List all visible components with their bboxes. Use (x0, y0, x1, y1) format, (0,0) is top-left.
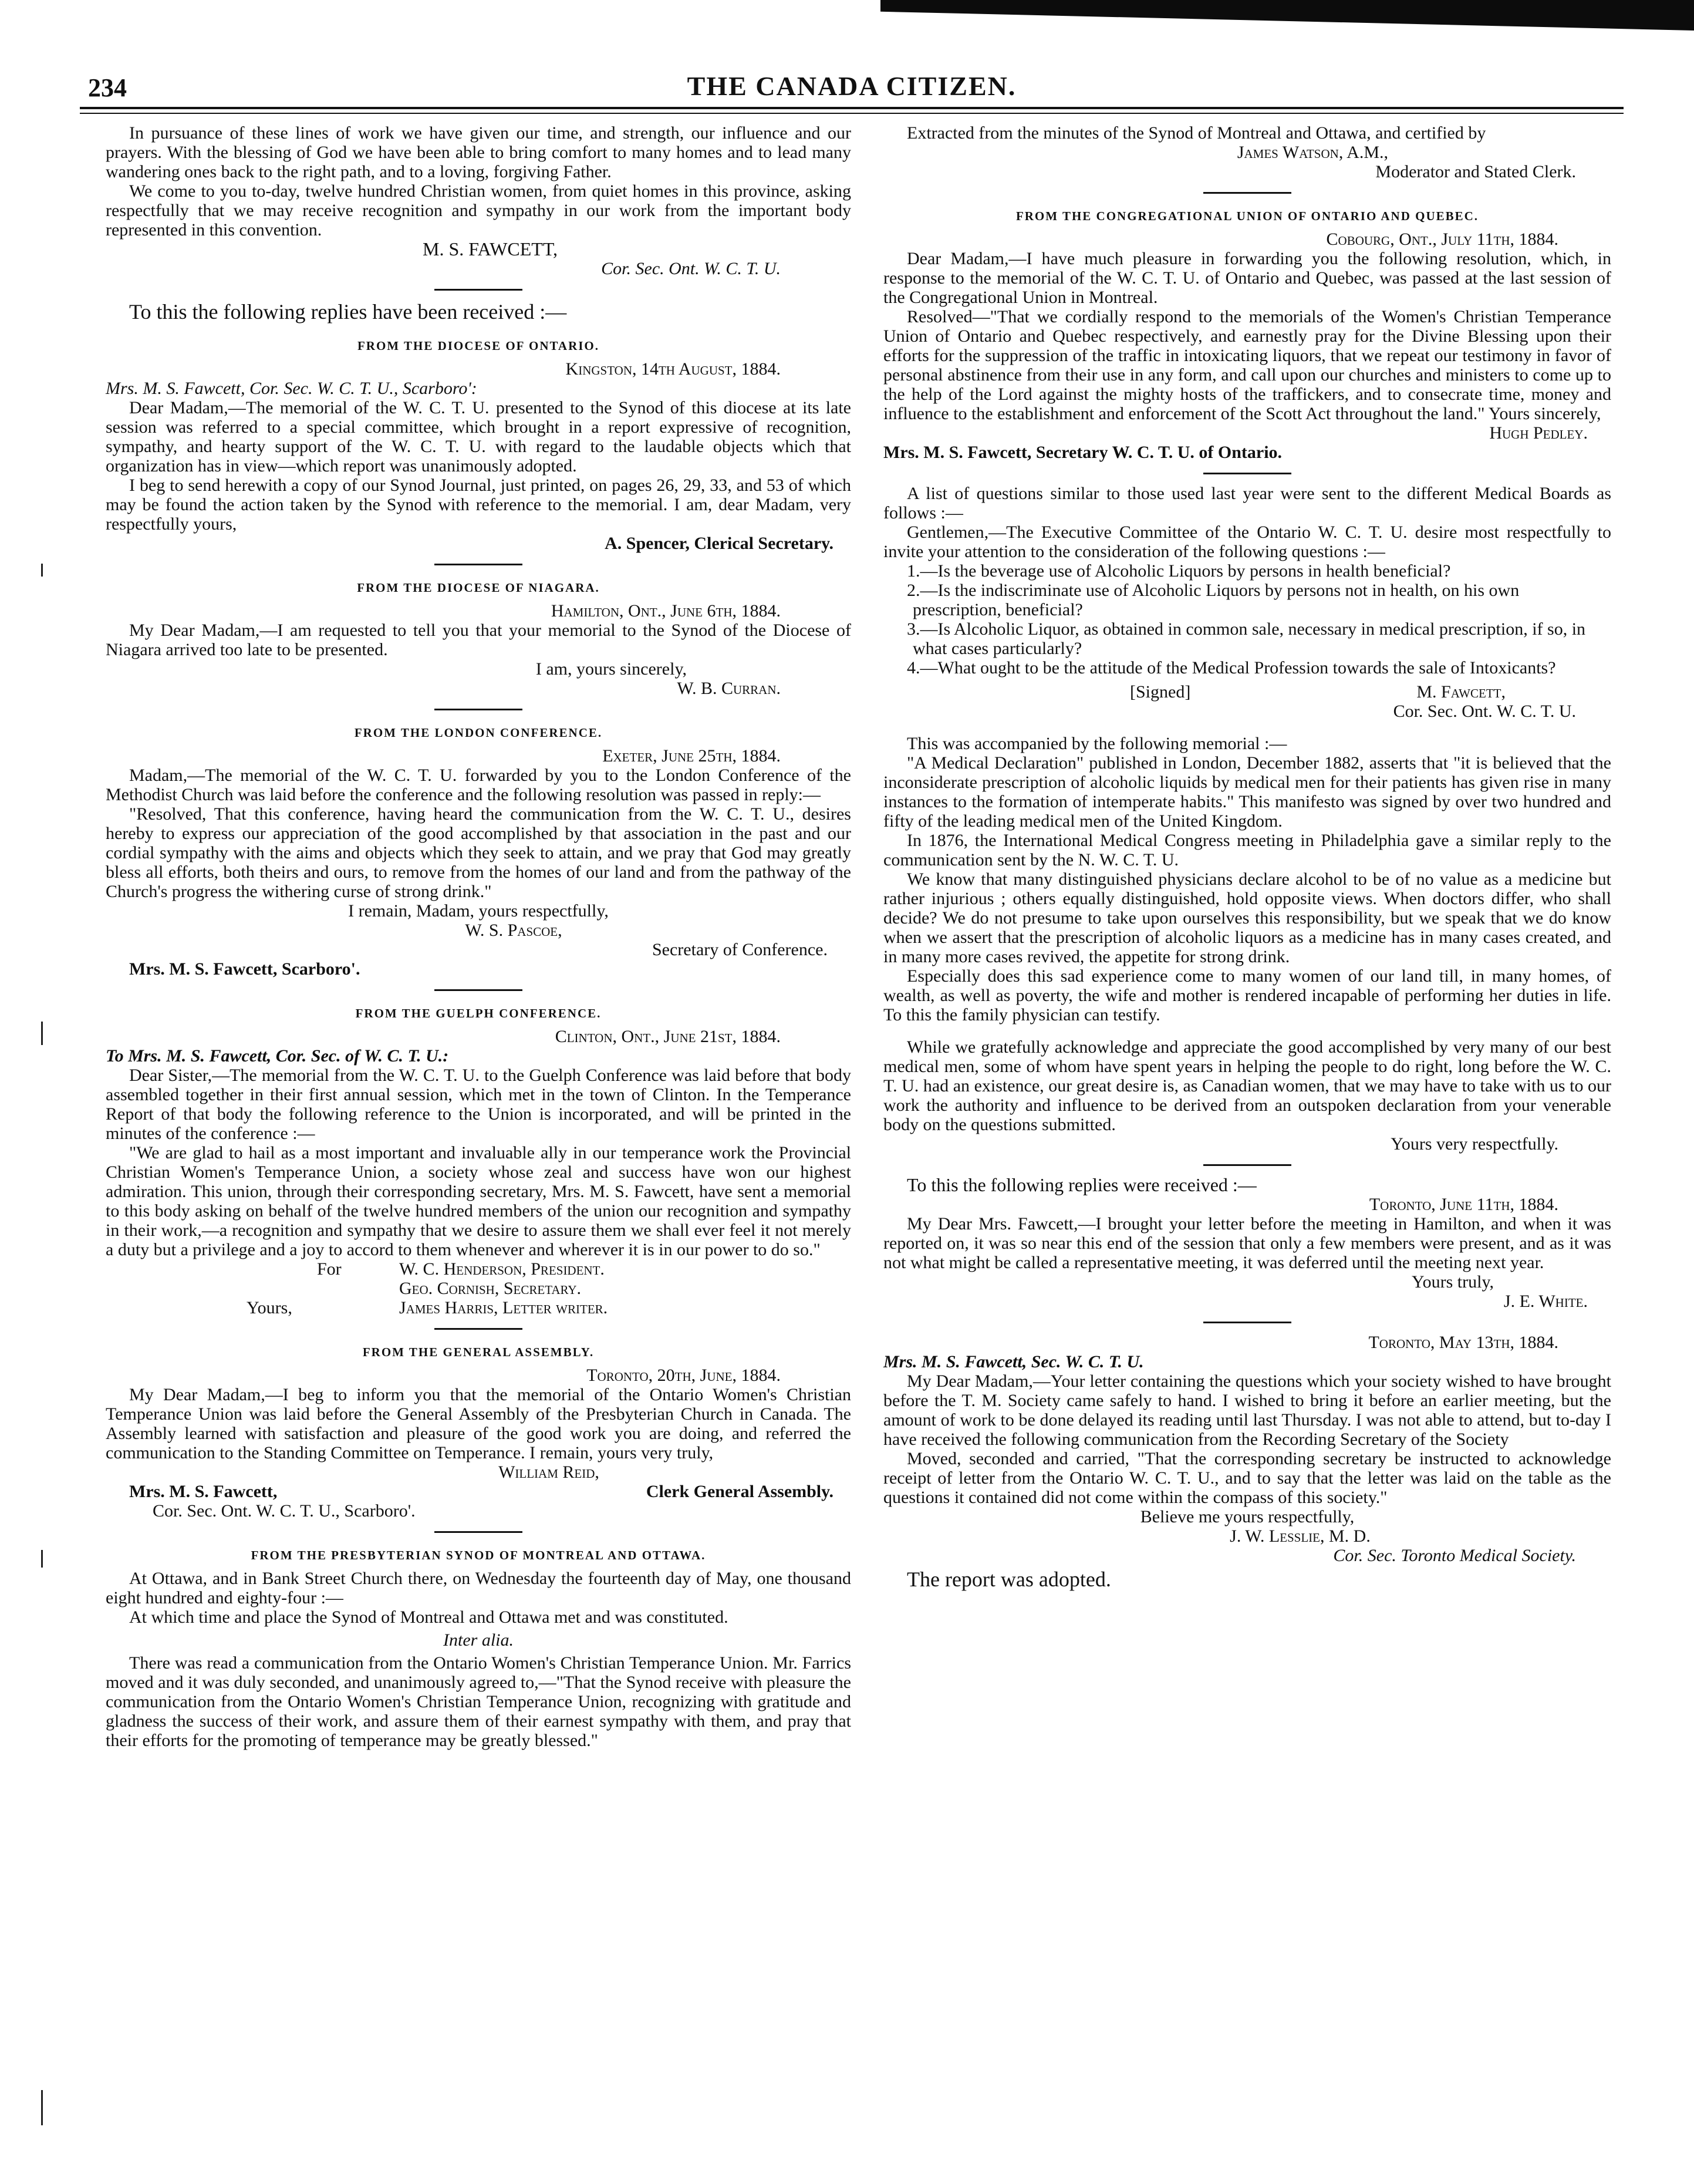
place-date: Toronto, 20th, June, 1884. (586, 1366, 781, 1385)
separator-rule (1203, 473, 1291, 474)
separator-rule (434, 709, 522, 710)
section-heading: FROM THE GENERAL ASSEMBLY. (362, 1345, 595, 1359)
place-date: Cobourg, Ont., July 11th, 1884. (1326, 230, 1558, 249)
place-date: Toronto, June 11th, 1884. (1369, 1195, 1558, 1214)
question: 4.—What ought to be the attitude of the Medical Profession towards the sale of Intoxicants? (907, 658, 1556, 678)
signature: J. E. White. (1503, 1292, 1588, 1311)
addressee: Mrs. M. S. Fawcett, (129, 1482, 278, 1501)
margin-mark (41, 564, 43, 577)
addressee: Mrs. M. S. Fawcett, Secretary W. C. T. U. of Ontario. (883, 443, 1283, 462)
minutes-body: At which time and place the Synod of Montreal and Ottawa met and was constituted. (129, 1607, 728, 1627)
letter-body: Madam,—The memorial of the W. C. T. U. forwarded by you to the London Conference of the Methodist Church was laid before the conference and the following resolution was passed in reply:— (106, 766, 851, 804)
signature-title: Clerk General Assembly. (646, 1482, 833, 1501)
memorial-paragraph: While we gratefully acknowledge and appreciate the good accomplished by very many of our best medical men, some of whom have spent years in helping the people to do right, long before the W. C. T. U. had an existence, our great desire is, as Canadian women, that we may have to take with us to our work the authority and influence to be derived from an outspoken declaration from your venerable body on the questions submitted. (883, 1037, 1611, 1134)
place-date: Exeter, June 25th, 1884. (602, 746, 781, 766)
closing: I am, yours sincerely, (535, 659, 687, 679)
paragraph: This was accompanied by the following memorial :— (907, 734, 1287, 753)
letter-body: Dear Madam,—The memorial of the W. C. T. U. presented to the Synod of this diocese at its late session was referred to a special committee, which brought in a report expressive of recognition, sympathy, and hearty support of the W. C. T. U. with regard to the laudable objects which that organization has in view—which report was unanimously adopted. (106, 398, 851, 476)
signature: W. C. Henderson, President. (399, 1259, 605, 1279)
signature: W. B. Curran. (677, 679, 781, 698)
final-line: The report was adopted. (907, 1568, 1111, 1591)
question: 3.—Is Alcoholic Liquor, as obtained in common sale, necessary in medical prescription, if so, in what cases particularly? (907, 619, 1586, 658)
signature: William Reid, (498, 1462, 599, 1482)
section-heading: FROM THE GUELPH CONFERENCE. (355, 1006, 602, 1020)
minutes-body: There was read a communication from the Ontario Women's Christian Temperance Union. Mr. Farrics moved and it was duly seconded, and unanimously agreed to,—"That the Synod receive with pleasure the communication from the Ontario Women's Christian Temperance Union, recognizing with gratitude and gladness the success of their work, and assure them of their earnest sympathy with them, and pray that their efforts for the promoting of temperance may be greatly blessed." (106, 1653, 851, 1750)
signature: James Harris, Letter writer. (399, 1298, 608, 1317)
signed-label: [Signed] (1130, 682, 1191, 702)
signature-title: Secretary of Conference. (652, 940, 828, 959)
masthead-title: THE CANADA CITIZEN. (687, 71, 1017, 101)
resolution-quote: "We are glad to hail as a most important and invaluable ally in our temperance work the Provincial Christian Women's Temperance Union, a society whose zeal and success have won our highest admiration. This union, through their corresponding secretary, Mrs. M. S. Fawcett, have sent a memorial to this body asking on behalf of the twelve hundred members of the union our recognition and sympathy in their work,—a recognition and sympathy that we desire to assure them we shall ever feel it not merely a duty but a privilege and a joy to accord to them whenever and wherever it is in our power to do so." (106, 1143, 851, 1259)
paragraph: In pursuance of these lines of work we have given our time, and strength, our influence and our prayers. With the blessing of God we have been able to bring comfort to many homes and to lead many wandering ones back to the right path, and to a loving, forgiving Father. (106, 123, 851, 181)
letter-body: My Dear Madam,—I beg to inform you that the memorial of the Ontario Women's Christian Temperance Union was laid before the General Assembly of the Presbyterian Church in Canada. The Assembly learned with satisfaction and pleasure of the good work you are doing, and referred the communication to the Standing Committee on Temperance. I remain, yours very truly, (106, 1385, 851, 1462)
minutes-body: Extracted from the minutes of the Synod of Montreal and Ottawa, and certified by (907, 123, 1486, 143)
place-date: Kingston, 14th August, 1884. (565, 359, 781, 379)
place-date: Hamilton, Ont., June 6th, 1884. (551, 601, 781, 621)
signature: M. Fawcett, (1416, 682, 1506, 702)
place-date: Clinton, Ont., June 21st, 1884. (555, 1027, 781, 1046)
margin-mark (41, 2090, 43, 2125)
separator-rule (1203, 1164, 1291, 1166)
signature: Geo. Cornish, Secretary. (399, 1279, 582, 1298)
memorial-paragraph: "A Medical Declaration" published in London, December 1882, asserts that "it is believed that the inconsiderate prescription of alcoholic liquids by medical men for their patients has given rise in many instances to the formation of intemperate habits." This manifesto was signed by over two hundred and fifty of the leading medical men of the United Kingdom. (883, 753, 1611, 831)
right-column (883, 123, 1611, 1591)
paragraph: We come to you to-day, twelve hundred Christian women, from quiet homes in this province, asking respectfully that we may receive recognition and sympathy in our work from the important body represented in this convention. (106, 181, 851, 240)
signature-title: Cor. Sec. Ont. W. C. T. U. (1393, 702, 1576, 721)
signature: J. W. Lesslie, M. D. (1230, 1526, 1371, 1546)
separator-rule (434, 564, 522, 565)
yours-label: Yours, (247, 1298, 292, 1317)
letter-body: Gentlemen,—The Executive Committee of the Ontario W. C. T. U. desire most respectfully to invite your attention to the consideration of the following questions :— (883, 523, 1611, 561)
minutes-body: At Ottawa, and in Bank Street Church there, on Wednesday the fourteenth day of May, one thousand eight hundred and eighty-four :— (106, 1569, 851, 1607)
section-heading: FROM THE DIOCESE OF ONTARIO. (357, 339, 600, 353)
addressee: Mrs. M. S. Fawcett, Scarboro'. (129, 959, 360, 979)
page-number: 234 (88, 73, 127, 102)
section-intro: To this the following replies have been received :— (129, 300, 567, 323)
section-heading: FROM THE DIOCESE OF NIAGARA. (357, 581, 600, 595)
addressee: Mrs. M. S. Fawcett, Sec. W. C. T. U. (883, 1352, 1144, 1371)
question: 1.—Is the beverage use of Alcoholic Liquors by persons in health beneficial? (907, 561, 1451, 581)
addressee: Cor. Sec. Ont. W. C. T. U., Scarboro'. (153, 1501, 416, 1521)
inter-alia: Inter alia. (443, 1630, 514, 1650)
section-heading: FROM THE PRESBYTERIAN SYNOD OF MONTREAL AND OTTAWA. (251, 1548, 706, 1562)
place-date: Toronto, May 13th, 1884. (1368, 1333, 1558, 1352)
letter-body: My Dear Mrs. Fawcett,—I brought your letter before the meeting in Hamilton, and when it was reported on, it was so near this end of the session that only a few members were present, and as it was not what might be called a representative meeting, it was deferred until the meeting next year. (883, 1214, 1611, 1272)
separator-rule (434, 1531, 522, 1533)
memorial-paragraph: Especially does this sad experience come to many women of our land till, in many homes, of wealth, as well as poverty, the wife and mother is rendered incapable of performing her duties in life. To this the family physician can testify. (883, 966, 1611, 1024)
addressee: To Mrs. M. S. Fawcett, Cor. Sec. of W. C. T. U.: (106, 1046, 449, 1066)
signature: W. S. Pascoe, (465, 921, 562, 940)
section-heading: FROM THE CONGREGATIONAL UNION OF ONTARIO AND QUEBEC. (1015, 209, 1479, 223)
resolution-quote: "Resolved, That this conference, having heard the communication from the W. C. T. U., desires hereby to express our appreciation of the good accomplished by that association in the past and our cordial sympathy with the aims and objects which they seek to attain, and we pray that God may greatly bless all efforts, both theirs and ours, to remove from the homes of our land and from the pathway of the Church's progress the withering curse of strong drink." (106, 804, 851, 901)
separator-rule (434, 989, 522, 991)
separator-rule (434, 289, 522, 291)
letter-body: My Dear Madam,—I am requested to tell you that your memorial to the Synod of the Diocese of Niagara arrived too late to be presented. (106, 621, 851, 659)
signature-line (883, 682, 1611, 702)
signature: M. S. FAWCETT, (422, 238, 558, 259)
signature: Hugh Pedley. (1489, 423, 1588, 443)
closing: Yours truly, (1411, 1272, 1494, 1292)
signature-line (106, 1482, 851, 1501)
margin-mark (41, 1022, 43, 1045)
closing: I remain, Madam, yours respectfully, (348, 901, 609, 921)
scan-edge-band (0, 0, 1694, 23)
memorial-paragraph: In 1876, the International Medical Congress meeting in Philadelphia gave a similar reply to the communication sent by the N. W. C. T. U. (883, 831, 1611, 869)
question-list (883, 561, 1611, 678)
separator-rule (1203, 192, 1291, 194)
separator-rule (1203, 1322, 1291, 1323)
header-rule (80, 107, 1624, 109)
closing: Yours very respectfully. (1391, 1134, 1558, 1154)
addressee: Mrs. M. S. Fawcett, Cor. Sec. W. C. T. U., Scarboro': (106, 379, 477, 398)
signature-title: Cor. Sec. Toronto Medical Society. (1333, 1546, 1576, 1565)
closing: Believe me yours respectfully, (1140, 1507, 1355, 1526)
scan-dark-wedge (880, 0, 1694, 31)
section-heading: FROM THE LONDON CONFERENCE. (354, 726, 603, 740)
signature-title: Moderator and Stated Clerk. (1375, 162, 1576, 181)
header-rule-thin (80, 113, 1624, 114)
resolution-quote: Resolved—"That we cordially respond to the memorials of the Women's Christian Temperance Union of Ontario and Quebec respectively, and earnestly pray for the Divine Blessing upon their efforts for the suppression of the traffic in intoxicating liquors, that we repeat our testimony in favor of personal abstinence from their use in any form, and call upon our churches and ministers to come up to the help of the Lord against the mighty hosts of the traffickers, and to consecrate time, money and influence to the establishment and enforcement of the Scott Act throughout the land." Yours sincerely, (883, 307, 1611, 423)
signature-title: Cor. Sec. Ont. W. C. T. U. (601, 259, 781, 278)
paragraph: A list of questions similar to those used last year were sent to the different Medical Boards as follows :— (883, 484, 1611, 523)
margin-mark (41, 1550, 43, 1568)
resolution-quote: Moved, seconded and carried, "That the corresponding secretary be instructed to acknowledge receipt of letter from the Ontario W. C. T. U., and to say that the letter was laid on the table as the questions it contained did not come within the compass of this society." (883, 1449, 1611, 1507)
section-intro: To this the following replies were received :— (907, 1174, 1257, 1195)
signature: A. Spencer, Clerical Secretary. (605, 534, 833, 553)
for-label: For (317, 1259, 342, 1279)
separator-rule (434, 1328, 522, 1330)
letter-body: Dear Sister,—The memorial from the W. C. T. U. to the Guelph Conference was laid before that body assembled together in their first annual session, which met in the town of Clinton. In the Temperance Report of that body the following reference to the Union is incorporated, and will be printed in the minutes of the conference :— (106, 1066, 851, 1143)
question: 2.—Is the indiscriminate use of Alcoholic Liquors by persons not in health, on his own prescription, beneficial? (907, 581, 1520, 619)
letter-body: Dear Madam,—I have much pleasure in forwarding you the following resolution, which, in response to the memorial of the W. C. T. U. of Ontario and Quebec, was passed at the last session of the Congregational Union in Montreal. (883, 249, 1611, 307)
left-column (106, 123, 851, 1750)
signature: James Watson, A.M., (1237, 143, 1388, 162)
signature-block (106, 1259, 851, 1317)
letter-body: I beg to send herewith a copy of our Synod Journal, just printed, on pages 26, 29, 33, and 53 of which may be found the action taken by the Synod with reference to the memorial. I am, dear Madam, very respectfully yours, (106, 476, 851, 534)
page-header (80, 70, 1624, 117)
memorial-paragraph: We know that many distinguished physicians declare alcohol to be of no value as a medicine but rather injurious ; others equally distinguished, hold opposite views. When doctors differ, who shall decide? We do not presume to take upon ourselves this responsibility, but we speak that we do know when we assert that the prescription of alcoholic liquors as a medicine has in many cases created, and in many more cases revived, the appetite for strong drink. (883, 869, 1611, 966)
letter-body: My Dear Madam,—Your letter containing the questions which your society wished to have brought before the T. M. Society came safely to hand. I wished to bring it before an earlier meeting, but the amount of work to be done delayed its reading until last Thursday. I was not able to attend, but to-day I have received the following communication from the Recording Secretary of the Society (883, 1371, 1611, 1449)
